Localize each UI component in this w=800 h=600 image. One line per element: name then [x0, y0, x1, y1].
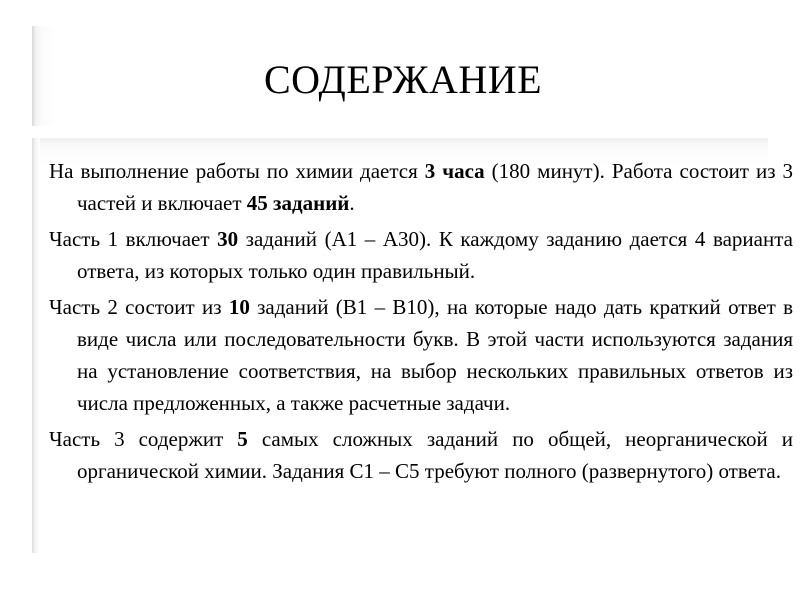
text-run: заданий (В1 – В10), на которые надо дать краткий ответ в виде числа или последовательности букв. В этой части используются задания на установление соответствия, на выбор нескольких правильных ответов из числа предложенных, а также расчетные задачи.: [77, 295, 793, 415]
paragraph-part-3: [49, 423, 793, 487]
paragraph-duration: [49, 155, 793, 219]
text-run: (180 минут). Работа состоит из 3 частей и включает: [77, 159, 793, 215]
text-run: На выполнение работы по химии дается: [49, 159, 425, 183]
text-run-bold: 10: [228, 295, 250, 319]
text-run: Часть 1 включает: [49, 227, 218, 251]
text-run: заданий (А1 – А30). К каждому заданию дается 4 варианта ответа, из которых только один правильный.: [77, 227, 793, 283]
slide-body: [49, 155, 793, 491]
text-run-bold: 30: [217, 227, 239, 251]
text-run-bold: 5: [237, 427, 248, 451]
text-run-bold: 3 часа: [424, 159, 485, 183]
paragraph-part-1: [49, 223, 793, 287]
text-run-bold: 45 заданий: [246, 191, 350, 215]
slide-title: СОДЕРЖАНИЕ: [263, 57, 543, 102]
text-run: Часть 2 состоит из: [49, 295, 229, 319]
text-run: самых сложных заданий по общей, неорганической и органической химии. Задания С1 – С5 требуют полного (развернутого) ответа.: [77, 427, 793, 483]
text-run: Часть 3 содержит: [49, 427, 238, 451]
text-run: .: [349, 191, 355, 215]
paragraph-part-2: [49, 291, 793, 419]
